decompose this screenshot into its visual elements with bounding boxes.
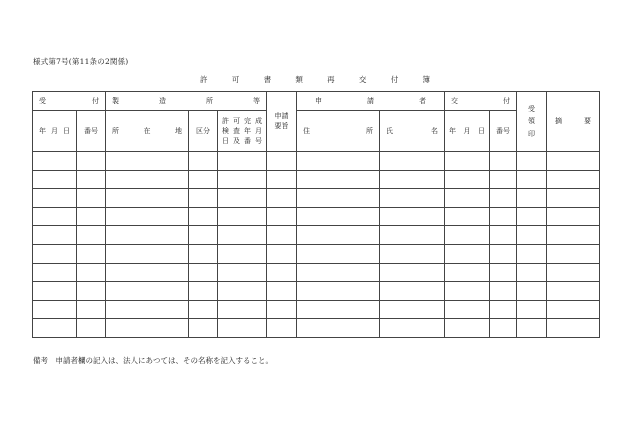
table-cell[interactable]: [218, 263, 267, 282]
title-char: 可: [231, 75, 240, 84]
table-cell[interactable]: [106, 226, 189, 245]
table-cell[interactable]: [218, 244, 267, 263]
table-cell[interactable]: [380, 282, 445, 301]
table-cell[interactable]: [380, 244, 445, 263]
table-cell[interactable]: [189, 244, 218, 263]
table-cell[interactable]: [490, 207, 517, 226]
document-title: [200, 74, 430, 85]
table-cell[interactable]: [380, 263, 445, 282]
table-cell[interactable]: [445, 282, 490, 301]
jusho-header: 住 所: [297, 111, 380, 152]
table-cell[interactable]: [106, 300, 189, 319]
table-cell[interactable]: [218, 319, 267, 338]
table-cell[interactable]: [380, 207, 445, 226]
table-row: [33, 282, 600, 301]
table-cell[interactable]: [189, 189, 218, 208]
table-cell[interactable]: [445, 300, 490, 319]
koufu-date-header: 年 月 日: [445, 111, 490, 152]
table-cell[interactable]: [77, 263, 106, 282]
table-cell[interactable]: [77, 152, 106, 171]
table-cell[interactable]: [218, 189, 267, 208]
table-cell[interactable]: [380, 319, 445, 338]
table-cell[interactable]: [297, 244, 380, 263]
table-cell[interactable]: [267, 207, 297, 226]
form-number: 様式第7号(第11条の2関係): [33, 57, 129, 66]
table-cell[interactable]: [189, 282, 218, 301]
table-cell[interactable]: [380, 226, 445, 245]
table-cell[interactable]: [33, 282, 77, 301]
table-cell[interactable]: [490, 319, 517, 338]
table-cell[interactable]: [297, 282, 380, 301]
table-cell[interactable]: [547, 170, 600, 189]
table-cell[interactable]: [297, 170, 380, 189]
table-cell[interactable]: [267, 319, 297, 338]
table-cell[interactable]: [267, 226, 297, 245]
table-cell[interactable]: [380, 170, 445, 189]
title-char: 交: [358, 75, 367, 84]
table-cell[interactable]: [106, 189, 189, 208]
table-cell[interactable]: [218, 207, 267, 226]
table-cell[interactable]: [33, 319, 77, 338]
title-char: 書: [263, 75, 272, 84]
table-row: [33, 189, 600, 208]
table-cell[interactable]: [517, 319, 547, 338]
table-cell[interactable]: [547, 152, 600, 171]
kubun-header: 区分: [189, 111, 218, 152]
table-cell[interactable]: [490, 244, 517, 263]
table-row: [33, 207, 600, 226]
table-cell[interactable]: [490, 300, 517, 319]
table-cell[interactable]: [490, 170, 517, 189]
table-cell[interactable]: [77, 319, 106, 338]
table-cell[interactable]: [33, 263, 77, 282]
table-cell[interactable]: [297, 207, 380, 226]
table-cell[interactable]: [517, 226, 547, 245]
table-cell[interactable]: [267, 170, 297, 189]
title-char: 類: [295, 75, 303, 84]
table-cell[interactable]: [267, 263, 297, 282]
table-cell[interactable]: [189, 226, 218, 245]
table-cell[interactable]: [517, 170, 547, 189]
table-cell[interactable]: [33, 244, 77, 263]
table-cell[interactable]: [218, 282, 267, 301]
table-cell[interactable]: [106, 244, 189, 263]
table-cell[interactable]: [77, 244, 106, 263]
table-row: [33, 319, 600, 338]
table-cell[interactable]: [33, 152, 77, 171]
table-cell[interactable]: [517, 152, 547, 171]
title-char: 付: [390, 75, 399, 84]
table-cell[interactable]: [297, 152, 380, 171]
table-cell[interactable]: [445, 170, 490, 189]
table-cell[interactable]: [490, 152, 517, 171]
table-row: [33, 263, 600, 282]
remarks-note: 備考 申請者欄の記入は、法人にあつては、その名称を記入すること。: [33, 356, 273, 365]
table-cell[interactable]: [297, 319, 380, 338]
table-cell[interactable]: [267, 189, 297, 208]
table-cell[interactable]: [77, 282, 106, 301]
table-cell[interactable]: [517, 189, 547, 208]
table-cell[interactable]: [106, 170, 189, 189]
title-char: 再: [327, 75, 335, 84]
seizousho-header: 製 造 所 等: [106, 92, 267, 111]
table-cell[interactable]: [547, 300, 600, 319]
table-cell[interactable]: [189, 263, 218, 282]
table-cell[interactable]: [517, 263, 547, 282]
table-cell[interactable]: [445, 189, 490, 208]
date-header: 年 月 日: [33, 111, 77, 152]
table-cell[interactable]: [380, 300, 445, 319]
table-cell[interactable]: [517, 282, 547, 301]
shinsei-youshi-header: 申請 要旨: [267, 92, 297, 152]
table-cell[interactable]: [77, 300, 106, 319]
table-cell[interactable]: [189, 300, 218, 319]
table-cell[interactable]: [380, 189, 445, 208]
table-cell[interactable]: [490, 263, 517, 282]
table-cell[interactable]: [218, 170, 267, 189]
table-cell[interactable]: [189, 170, 218, 189]
table-cell[interactable]: [445, 152, 490, 171]
table-cell[interactable]: [77, 226, 106, 245]
table-cell[interactable]: [297, 263, 380, 282]
table-cell[interactable]: [218, 226, 267, 245]
table-cell[interactable]: [517, 207, 547, 226]
title-char: 許: [200, 75, 208, 84]
table-cell[interactable]: [267, 300, 297, 319]
table-cell[interactable]: [490, 282, 517, 301]
number-header: 番号: [77, 111, 106, 152]
table-cell[interactable]: [218, 300, 267, 319]
table-cell[interactable]: [267, 244, 297, 263]
tekiyou-header: 摘 要: [547, 92, 600, 152]
table-cell[interactable]: [106, 319, 189, 338]
table-cell[interactable]: [33, 207, 77, 226]
table-cell[interactable]: [517, 244, 547, 263]
table-cell[interactable]: [297, 226, 380, 245]
table-cell[interactable]: [547, 319, 600, 338]
table-cell[interactable]: [33, 189, 77, 208]
table-cell[interactable]: [77, 207, 106, 226]
uketsuke-header: 受 付: [33, 92, 106, 111]
table-cell[interactable]: [189, 152, 218, 171]
table-cell[interactable]: [297, 189, 380, 208]
table-cell[interactable]: [106, 207, 189, 226]
table-cell[interactable]: [547, 226, 600, 245]
koufu-number-header: 番号: [490, 111, 517, 152]
table-cell[interactable]: [445, 319, 490, 338]
table-cell[interactable]: [33, 300, 77, 319]
table-row: [33, 226, 600, 245]
table-row: [33, 170, 600, 189]
table-cell[interactable]: [445, 226, 490, 245]
table-row: [33, 152, 600, 171]
table-row: [33, 244, 600, 263]
table-cell[interactable]: [547, 244, 600, 263]
table-cell[interactable]: [445, 263, 490, 282]
table-cell[interactable]: [490, 189, 517, 208]
table-cell[interactable]: [218, 152, 267, 171]
table-cell[interactable]: [517, 300, 547, 319]
table-cell[interactable]: [189, 319, 218, 338]
title-char: 簿: [422, 75, 430, 84]
header-row-2: [33, 111, 600, 152]
ryouin-header: 受 領 印: [517, 92, 547, 152]
kyoka-header: 許 可 完 成 検 査 年 月 日 及 番 号: [218, 111, 267, 152]
table-cell[interactable]: [445, 207, 490, 226]
table-cell[interactable]: [547, 263, 600, 282]
table-cell[interactable]: [547, 207, 600, 226]
header-row-1: [33, 92, 600, 111]
shozaichi-header: 所 在 地: [106, 111, 189, 152]
shinseisha-header: 申 請 者: [297, 92, 445, 111]
shimei-header: 氏 名: [380, 111, 445, 152]
table-cell[interactable]: [106, 263, 189, 282]
table-row: [33, 300, 600, 319]
table-cell[interactable]: [445, 244, 490, 263]
table-cell[interactable]: [33, 226, 77, 245]
table-cell[interactable]: [267, 152, 297, 171]
table-cell[interactable]: [380, 152, 445, 171]
koufu-header: 交 付: [445, 92, 517, 111]
table-cell[interactable]: [33, 170, 77, 189]
table-cell[interactable]: [547, 282, 600, 301]
table-cell[interactable]: [490, 226, 517, 245]
table-cell[interactable]: [77, 189, 106, 208]
table-cell[interactable]: [77, 170, 106, 189]
table-cell[interactable]: [547, 189, 600, 208]
table-cell[interactable]: [106, 152, 189, 171]
table-cell[interactable]: [297, 300, 380, 319]
table-cell[interactable]: [267, 282, 297, 301]
register-table: [32, 91, 600, 338]
table-cell[interactable]: [189, 207, 218, 226]
table-cell[interactable]: [106, 282, 189, 301]
